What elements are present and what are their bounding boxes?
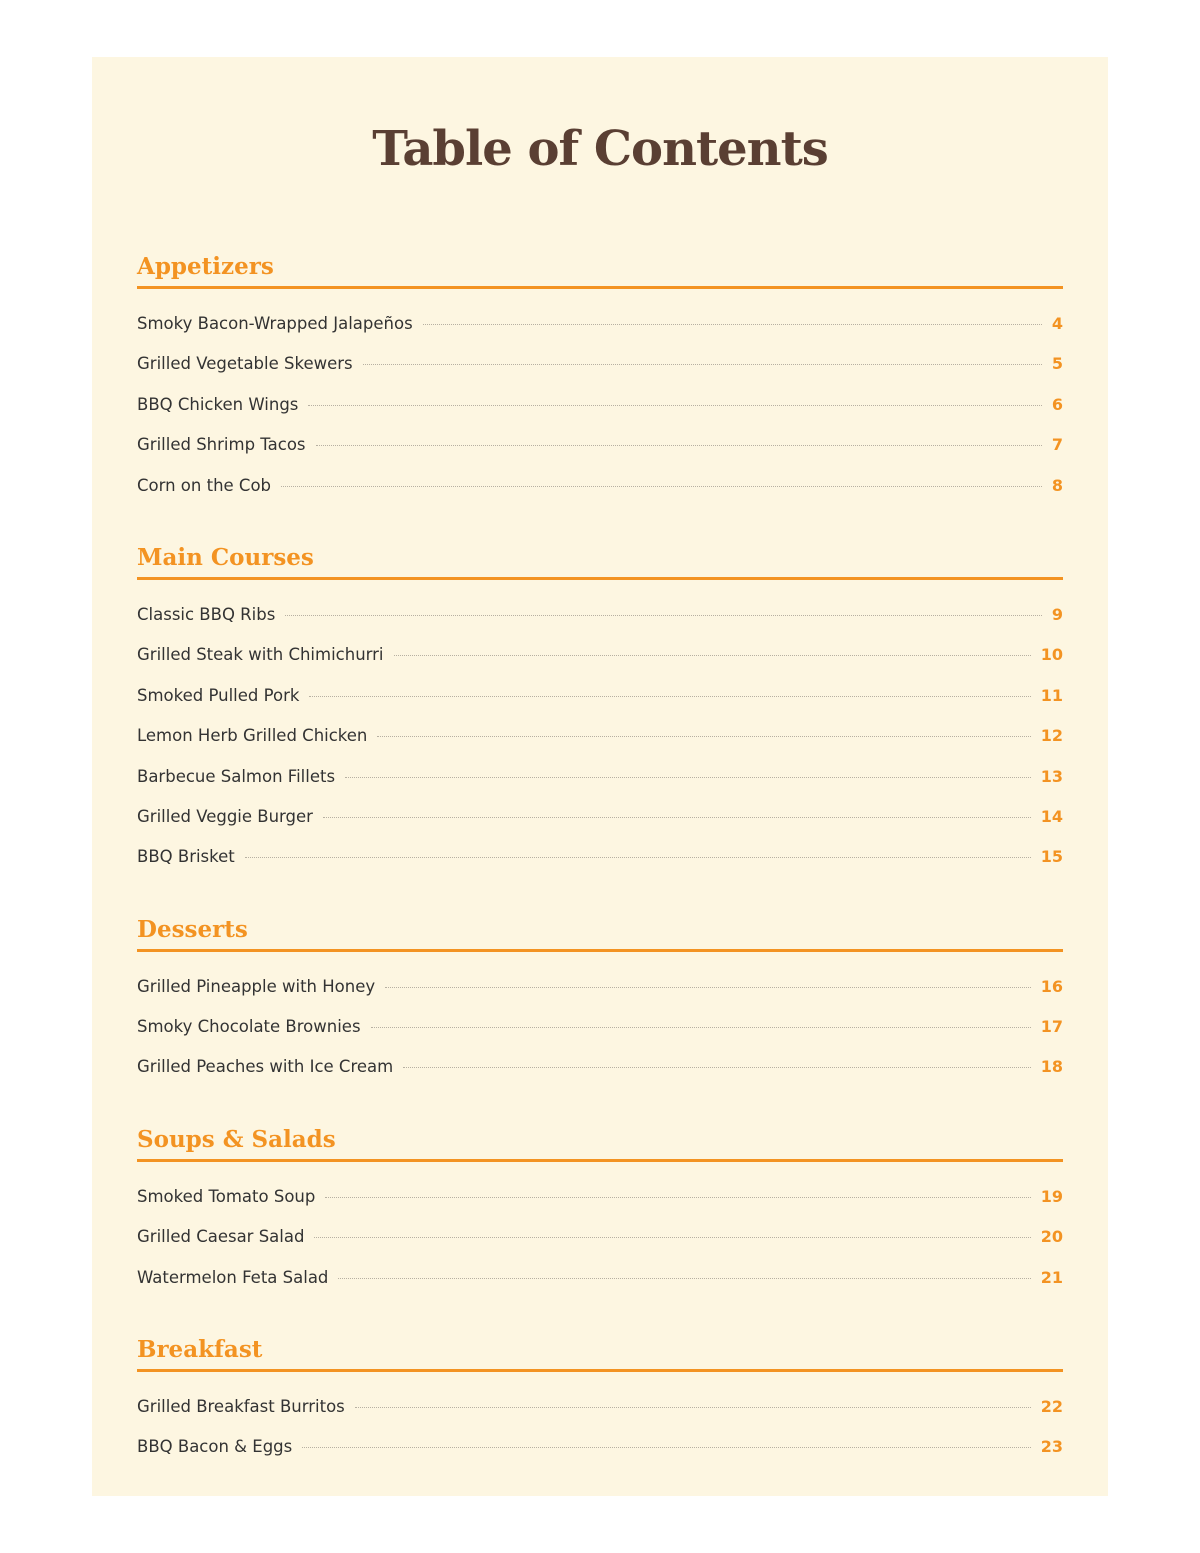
entry-title: Corn on the Cob	[137, 475, 272, 495]
dot-leader	[371, 1027, 1031, 1028]
toc-entry-list	[137, 289, 1063, 506]
dot-leader	[423, 324, 1042, 325]
toc-section	[137, 1122, 1063, 1298]
toc-section	[137, 540, 1063, 878]
entry-page-number: 8	[1051, 475, 1063, 495]
toc-entry[interactable]	[137, 1427, 1063, 1467]
toc-entry[interactable]	[137, 757, 1063, 797]
toc-entry-list	[137, 580, 1063, 878]
entry-page-number: 12	[1040, 726, 1063, 746]
entry-page-number: 17	[1040, 1017, 1063, 1037]
entry-page-number: 19	[1040, 1186, 1063, 1206]
toc-entry[interactable]	[137, 1258, 1063, 1298]
toc-entry-list	[137, 952, 1063, 1088]
toc-entry-list	[137, 1162, 1063, 1298]
entry-page-number: 23	[1040, 1437, 1063, 1457]
toc-entry[interactable]	[137, 635, 1063, 675]
dot-leader	[325, 1197, 1030, 1198]
toc-entry[interactable]	[137, 716, 1063, 756]
entry-page-number: 15	[1040, 847, 1063, 867]
entry-title: Grilled Breakfast Burritos	[137, 1397, 345, 1417]
toc-entry[interactable]	[137, 595, 1063, 635]
entry-title: Grilled Steak with Chimichurri	[137, 645, 384, 665]
entry-title: Watermelon Feta Salad	[137, 1267, 329, 1287]
dot-leader	[281, 486, 1042, 487]
toc-entry[interactable]	[137, 676, 1063, 716]
section-title: Breakfast	[137, 1332, 1063, 1372]
entry-title: Smoked Tomato Soup	[137, 1186, 316, 1206]
entry-title: Grilled Caesar Salad	[137, 1227, 305, 1247]
toc-sections	[137, 223, 1063, 1468]
entry-title: Smoky Bacon-Wrapped Jalapeños	[137, 314, 413, 333]
entry-page-number: 14	[1040, 806, 1063, 826]
dot-leader	[385, 987, 1031, 988]
entry-page-number: 9	[1051, 604, 1063, 624]
dot-leader	[403, 1067, 1031, 1068]
toc-entry[interactable]	[137, 797, 1063, 837]
dot-leader	[309, 696, 1030, 697]
section-title: Desserts	[137, 912, 1063, 952]
entry-title: Classic BBQ Ribs	[137, 604, 276, 624]
dot-leader	[245, 857, 1031, 858]
toc-entry[interactable]	[137, 967, 1063, 1007]
entry-title: Smoky Chocolate Brownies	[137, 1017, 361, 1037]
toc-section	[137, 249, 1063, 506]
entry-page-number: 4	[1051, 314, 1063, 333]
dot-leader	[363, 364, 1042, 365]
dot-leader	[323, 817, 1031, 818]
toc-entry[interactable]	[137, 1177, 1063, 1217]
page-title: Table of Contents	[372, 121, 828, 177]
entry-page-number: 11	[1040, 685, 1063, 705]
toc-entry[interactable]	[137, 1217, 1063, 1257]
entry-title: BBQ Chicken Wings	[137, 394, 299, 414]
section-title: Appetizers	[137, 249, 1063, 289]
dot-leader	[377, 736, 1030, 737]
entry-title: Grilled Vegetable Skewers	[137, 354, 353, 374]
entry-page-number: 18	[1040, 1057, 1063, 1077]
dot-leader	[355, 1407, 1031, 1408]
toc-section	[137, 912, 1063, 1088]
entry-page-number: 5	[1051, 354, 1063, 374]
dot-leader	[338, 1278, 1030, 1279]
entry-title: Smoked Pulled Pork	[137, 685, 300, 705]
dot-leader	[314, 1237, 1030, 1238]
entry-title: Grilled Veggie Burger	[137, 806, 313, 826]
entry-page-number: 20	[1040, 1227, 1063, 1247]
section-title: Main Courses	[137, 540, 1063, 580]
entry-page-number: 21	[1040, 1267, 1063, 1287]
dot-leader	[394, 655, 1031, 656]
entry-title: Grilled Shrimp Tacos	[137, 435, 306, 455]
toc-section	[137, 1332, 1063, 1468]
toc-entry-list	[137, 1372, 1063, 1468]
toc-page	[92, 57, 1108, 1496]
toc-entry[interactable]	[137, 344, 1063, 384]
toc-entry[interactable]	[137, 1387, 1063, 1427]
entry-page-number: 7	[1051, 435, 1063, 455]
toc-entry[interactable]	[137, 837, 1063, 877]
dot-leader	[316, 445, 1042, 446]
entry-page-number: 6	[1051, 394, 1063, 414]
entry-title: Lemon Herb Grilled Chicken	[137, 726, 368, 746]
toc-entry[interactable]	[137, 304, 1063, 344]
toc-entry[interactable]	[137, 466, 1063, 506]
dot-leader	[308, 405, 1041, 406]
dot-leader	[345, 777, 1031, 778]
entry-page-number: 16	[1040, 976, 1063, 996]
entry-page-number: 13	[1040, 766, 1063, 786]
toc-entry[interactable]	[137, 1047, 1063, 1087]
entry-page-number: 22	[1040, 1397, 1063, 1417]
toc-entry[interactable]	[137, 1007, 1063, 1047]
dot-leader	[285, 615, 1042, 616]
toc-entry[interactable]	[137, 385, 1063, 425]
entry-title: BBQ Bacon & Eggs	[137, 1437, 293, 1457]
entry-title: BBQ Brisket	[137, 847, 235, 867]
toc-entry[interactable]	[137, 425, 1063, 465]
entry-title: Barbecue Salmon Fillets	[137, 766, 336, 786]
dot-leader	[302, 1447, 1030, 1448]
entry-title: Grilled Pineapple with Honey	[137, 976, 376, 996]
entry-title: Grilled Peaches with Ice Cream	[137, 1057, 394, 1077]
section-title: Soups & Salads	[137, 1122, 1063, 1162]
entry-page-number: 10	[1040, 645, 1063, 665]
